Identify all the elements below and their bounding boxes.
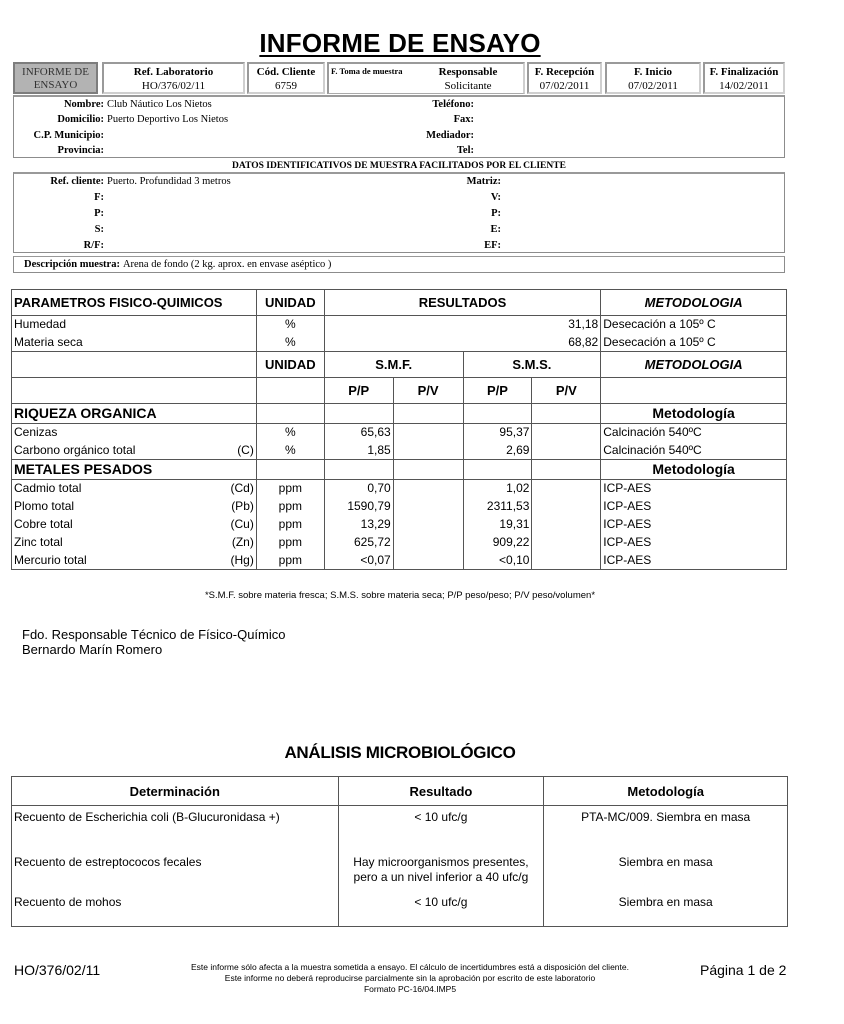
metodologia-header-2: METODOLOGIA [601, 352, 787, 378]
organic-method-header: Metodología [601, 404, 787, 424]
tel-label: Tel: [456, 145, 474, 156]
ref-laboratorio-box [102, 62, 245, 94]
param-value: 31,18 [324, 316, 600, 334]
param-unit: % [256, 316, 324, 334]
empty-header [12, 378, 257, 404]
param-method: ICP-AES [601, 498, 787, 516]
sms-pv-value [532, 480, 601, 498]
smf-pv-value [393, 534, 463, 552]
micro-section-title: ANÁLISIS MICROBIOLÓGICO [284, 743, 516, 762]
metodologia-value: PTA-MC/009. Siembra en masa [544, 806, 788, 851]
informe-badge [13, 62, 98, 94]
param-name: Cadmio total [14, 481, 82, 496]
resultados-header: RESULTADOS [324, 290, 600, 316]
param-name: Carbono orgánico total [14, 442, 136, 457]
recepcion-label: F. Recepción [534, 66, 595, 78]
param-symbol: (Cd) [230, 481, 254, 496]
param-method: ICP-AES [601, 480, 787, 498]
sms-pp-value: 909,22 [463, 534, 532, 552]
resultado-value: < 10 ufc/g [338, 891, 544, 927]
footer-line-1: Este informe sólo afecta a la muestra sometida a ensayo. El cálculo de incertidumbres está a disposición del cliente. [191, 962, 629, 972]
smf-pp-value: 1,85 [324, 442, 393, 460]
responsable-value: Solicitante [444, 80, 492, 92]
signature-block [22, 627, 286, 657]
e-label: E: [490, 224, 501, 235]
param-name: Zinc total [14, 535, 63, 549]
smf-pp-value: 1590,79 [324, 498, 393, 516]
table-row [12, 516, 787, 534]
param-name: Materia seca [12, 334, 257, 352]
empty-header [256, 378, 324, 404]
unidad-header: UNIDAD [256, 290, 324, 316]
inicio-label: F. Inicio [633, 66, 673, 78]
signature-name: Bernardo Marín Romero [22, 642, 163, 657]
sms-pv-value [532, 442, 601, 460]
param-unit: ppm [256, 516, 324, 534]
informe-label: INFORME DE ENSAYO [22, 66, 89, 91]
provincia-label: Provincia: [57, 145, 104, 156]
description-panel [13, 256, 785, 273]
param-unit: % [256, 334, 324, 352]
mediador-label: Mediador: [426, 130, 474, 141]
smf-pp-value: 0,70 [324, 480, 393, 498]
smf-pv-header: P/V [393, 378, 463, 404]
metodologia-header: METODOLOGIA [601, 290, 787, 316]
inicio-value: 07/02/2011 [628, 80, 678, 92]
param-method: ICP-AES [601, 552, 787, 570]
descripcion-value: Arena de fondo (2 kg. aprox. en envase aséptico ) [122, 259, 332, 270]
fax-label: Fax: [453, 114, 474, 125]
table-row [12, 891, 788, 927]
param-unit: ppm [256, 480, 324, 498]
sms-pv-value [532, 516, 601, 534]
sms-header: S.M.S. [463, 352, 601, 378]
cp-municipio-label: C.P. Municipio: [33, 130, 104, 141]
param-name: Plomo total [14, 499, 75, 513]
metals-section-title: METALES PESADOS [12, 460, 257, 480]
sms-pv-value [532, 534, 601, 552]
resultado-header: Resultado [338, 777, 544, 806]
p2-label: P: [491, 208, 501, 219]
metodologia-header: Metodología [544, 777, 788, 806]
sms-pv-value [532, 424, 601, 442]
sample-section-caption: DATOS IDENTIFICATIVOS DE MUESTRA FACILITADOS POR EL CLIENTE [232, 161, 566, 171]
sms-pp-value: 2311,53 [463, 498, 532, 516]
param-header: PARAMETROS FISICO-QUIMICOS [12, 290, 257, 316]
empty-header [601, 378, 787, 404]
matriz-label: Matriz: [466, 176, 501, 187]
table-row [12, 480, 787, 498]
smf-pv-value [393, 516, 463, 534]
param-method: ICP-AES [601, 516, 787, 534]
table-row [12, 424, 787, 442]
recepcion-value: 07/02/2011 [539, 80, 590, 92]
nombre-value: Club Náutico Los Nietos [107, 99, 212, 110]
param-symbol: (Cu) [230, 517, 254, 531]
descripcion-label: Descripción muestra: [24, 259, 120, 270]
table-row [12, 851, 788, 891]
smf-pv-value [393, 442, 463, 460]
param-method: Calcinación 540ºC [601, 424, 787, 442]
sms-pv-value [532, 498, 601, 516]
s-label: S: [94, 224, 104, 235]
microbiology-table [11, 776, 788, 927]
smf-pv-value [393, 424, 463, 442]
smf-pp-value: 65,63 [324, 424, 393, 442]
sms-pp-value: 2,69 [463, 442, 532, 460]
signature-title: Fdo. Responsable Técnico de Físico-Químico [22, 627, 286, 642]
domicilio-label: Domicilio: [57, 114, 104, 125]
finalizacion-box [703, 62, 785, 94]
metals-method-header: Metodología [601, 460, 787, 480]
ref-laboratorio-value: HO/376/02/11 [141, 80, 206, 92]
resultado-value: Hay microorganismos presentes, pero a un nivel inferior a 40 ufc/g [338, 851, 544, 891]
page-number: Página 1 de 2 [700, 962, 787, 978]
smf-pp-header: P/P [324, 378, 393, 404]
footer-disclaimer [150, 962, 670, 995]
smf-pv-value [393, 480, 463, 498]
table-row [12, 498, 787, 516]
smf-pp-value: <0,07 [324, 552, 393, 570]
sms-pv-header: P/V [532, 378, 601, 404]
table-row [12, 534, 787, 552]
param-unit: % [256, 424, 324, 442]
table-row [12, 334, 787, 352]
ref-cliente-label: Ref. cliente: [50, 176, 104, 187]
smf-pv-value [393, 552, 463, 570]
param-symbol: (C) [237, 442, 254, 457]
sample-info-panel [13, 172, 785, 253]
finalizacion-value: 14/02/2011 [719, 80, 769, 92]
metodologia-value: Siembra en masa [544, 891, 788, 927]
domicilio-value: Puerto Deportivo Los Nietos [107, 114, 229, 125]
empty-header [12, 352, 257, 378]
page-title: INFORME DE ENSAYO [259, 28, 541, 58]
smf-pv-value [393, 498, 463, 516]
toma-responsable-box [327, 62, 525, 94]
param-name: Cobre total [14, 517, 73, 531]
unidad-header-2: UNIDAD [256, 352, 324, 378]
smf-pp-value: 13,29 [324, 516, 393, 534]
param-unit: ppm [256, 498, 324, 516]
rf-label: R/F: [83, 240, 104, 251]
param-method: ICP-AES [601, 534, 787, 552]
determinacion-value: Recuento de mohos [12, 891, 339, 927]
metodologia-value: Siembra en masa [544, 851, 788, 891]
determinacion-value: Recuento de Escherichia coli (B-Glucuronidasa +) [12, 806, 339, 851]
responsable-label: Responsable [438, 66, 498, 78]
p-label: P: [94, 208, 104, 219]
sms-pv-value [532, 552, 601, 570]
sms-pp-value: 19,31 [463, 516, 532, 534]
ef-label: EF: [484, 240, 501, 251]
cod-cliente-value: 6759 [275, 80, 297, 92]
organic-section-title: RIQUEZA ORGANICA [12, 404, 257, 424]
param-method: Desecación a 105º C [601, 316, 787, 334]
smf-pp-value: 625,72 [324, 534, 393, 552]
sms-pp-value: 1,02 [463, 480, 532, 498]
table-row [12, 806, 788, 851]
determinacion-header: Determinación [12, 777, 339, 806]
ref-laboratorio-label: Ref. Laboratorio [133, 66, 214, 78]
param-unit: ppm [256, 552, 324, 570]
nombre-label: Nombre: [63, 99, 104, 110]
sms-pp-header: P/P [463, 378, 532, 404]
physico-chemical-results-table [11, 289, 787, 570]
recepcion-box [527, 62, 602, 94]
sms-pp-value: 95,37 [463, 424, 532, 442]
table-row [12, 316, 787, 334]
smf-header: S.M.F. [324, 352, 463, 378]
f-label: F: [94, 192, 104, 203]
param-name: Mercurio total [14, 552, 87, 567]
sms-pp-value: <0,10 [463, 552, 532, 570]
footer-line-3: Formato PC-16/04.IMP5 [363, 984, 457, 994]
determinacion-value: Recuento de estreptococos fecales [12, 851, 339, 891]
telefono-label: Teléfono: [432, 99, 474, 110]
param-method: Calcinación 540ºC [601, 442, 787, 460]
param-method: Desecación a 105º C [601, 334, 787, 352]
param-symbol: (Zn) [231, 535, 254, 549]
cod-cliente-label: Cód. Cliente [256, 66, 316, 78]
ref-cliente-value: Puerto. Profundidad 3 metros [107, 176, 231, 187]
footer-line-2: Este informe no deberá reproducirse parcialmente sin la aprobación por escrito de este laboratorio [224, 973, 596, 983]
results-footnote: *S.M.F. sobre materia fresca; S.M.S. sobre materia seca; P/P peso/peso; P/V peso/volumen* [204, 590, 596, 601]
param-symbol: (Hg) [230, 552, 254, 567]
param-unit: % [256, 442, 324, 460]
client-info-panel [13, 95, 785, 158]
inicio-box [605, 62, 701, 94]
param-name: Humedad [12, 316, 257, 334]
table-row [12, 552, 787, 570]
toma-muestra-label: F. Toma de muestra [331, 66, 403, 76]
table-row [12, 442, 787, 460]
param-symbol: (Pb) [231, 499, 254, 513]
v-label: V: [490, 192, 501, 203]
cod-cliente-box [247, 62, 325, 94]
footer-reference: HO/376/02/11 [14, 962, 101, 978]
finalizacion-label: F. Finalización [709, 66, 779, 78]
param-name: Cenizas [14, 425, 58, 440]
resultado-value: < 10 ufc/g [338, 806, 544, 851]
param-unit: ppm [256, 534, 324, 552]
param-value: 68,82 [324, 334, 600, 352]
